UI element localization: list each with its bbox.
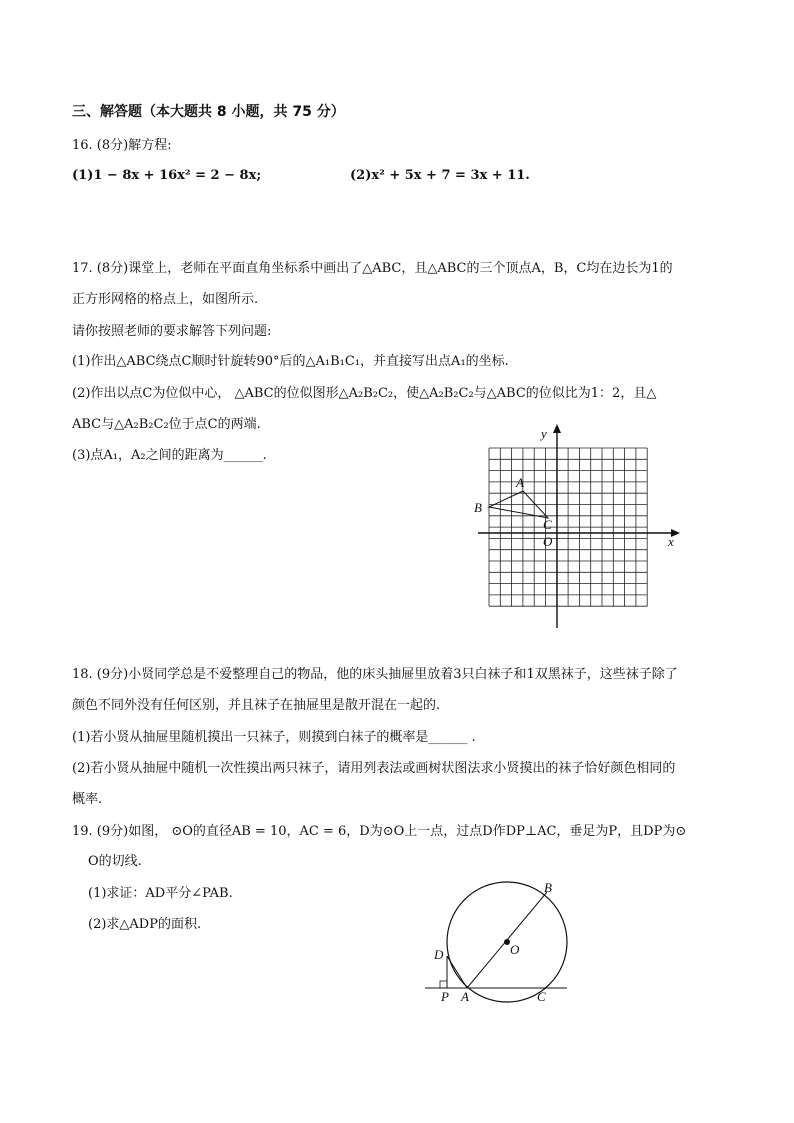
label-a: A: [516, 475, 524, 490]
q19-line-4: (2)求△ADP的面积.: [88, 917, 202, 932]
q18-line-5: 概率.: [72, 792, 103, 807]
y-axis-arrow: [553, 424, 561, 433]
label-b: B: [474, 500, 482, 515]
q18-line-4: (2)若小贤从抽屉中随机一次性摸出两只袜子，请用列表法或画树状图法求小贤摸出的袜子恰好颜色相同的: [72, 761, 676, 776]
q17-line-2: 正方形网格的格点上，如图所示.: [72, 292, 259, 307]
q16-equation-1: (1)1 − 8x + 16x² = 2 − 8x;: [72, 168, 262, 183]
section-title: 三、解答题（本大题共 8 小题，共 75 分）: [72, 104, 345, 120]
q16-heading: 16. (8分)解方程:: [72, 138, 172, 153]
q17-line-4: (1)作出△ABC绕点C顺时针旋转90°后的△A₁B₁C₁，并直接写出点A₁的坐标.: [72, 354, 509, 369]
q17-grid-figure: [470, 420, 690, 630]
q18-line-3: (1)若小贤从抽屉里随机摸出一只袜子，则摸到白袜子的概率是______ .: [72, 730, 476, 745]
label-x: x: [668, 534, 674, 549]
grid-lines: [489, 448, 647, 606]
label-o: O: [510, 942, 520, 957]
segment-da: [447, 956, 467, 988]
q16-equation-2: (2)x² + 5x + 7 = 3x + 11.: [350, 168, 530, 183]
q17-line-5: (2)作出以点C为位似中心， △ABC的位似图形△A₂B₂C₂，使△A₂B₂C₂与△ABC的位似比为1：2，且△: [72, 386, 657, 401]
q19-line-1: 19. (9分)如图， ⊙O的直径AB = 10，AC = 6，D为⊙O上一点，过点D作DP⊥AC，垂足为P，且DP为⊙: [72, 824, 687, 839]
q17-line-6: ABC与△A₂B₂C₂位于点C的两端.: [72, 417, 261, 432]
q18-line-2: 颜色不同外没有任何区别，并且袜子在抽屉里是散开混在一起的.: [72, 698, 441, 713]
label-c: C: [543, 517, 552, 532]
label-o: O: [543, 534, 553, 549]
label-p: P: [441, 989, 449, 1004]
q19-line-3: (1)求证：AD平分∠PAB.: [88, 886, 233, 901]
label-b: B: [544, 880, 552, 895]
q18-line-1: 18. (9分)小贤同学总是不爱整理自己的物品，他的床头抽屉里放着3只白袜子和1双黑袜子，这些袜子除了: [72, 667, 678, 682]
label-y: y: [541, 426, 547, 441]
q17-line-7: (3)点A₁，A₂之间的距离为______.: [72, 448, 267, 463]
label-d: D: [434, 947, 444, 962]
q17-line-3: 请你按照老师的要求解答下列问题:: [72, 324, 272, 339]
label-a: A: [461, 989, 469, 1004]
q19-line-2: O的切线.: [88, 854, 142, 869]
q17-line-1: 17. (8分)课堂上，老师在平面直角坐标系中画出了△ABC，且△ABC的三个顶点A，B，C均在边长为1的: [72, 261, 673, 276]
label-c: C: [537, 989, 546, 1004]
q19-circle-figure: [420, 878, 580, 1008]
right-angle-mark: [440, 981, 447, 988]
